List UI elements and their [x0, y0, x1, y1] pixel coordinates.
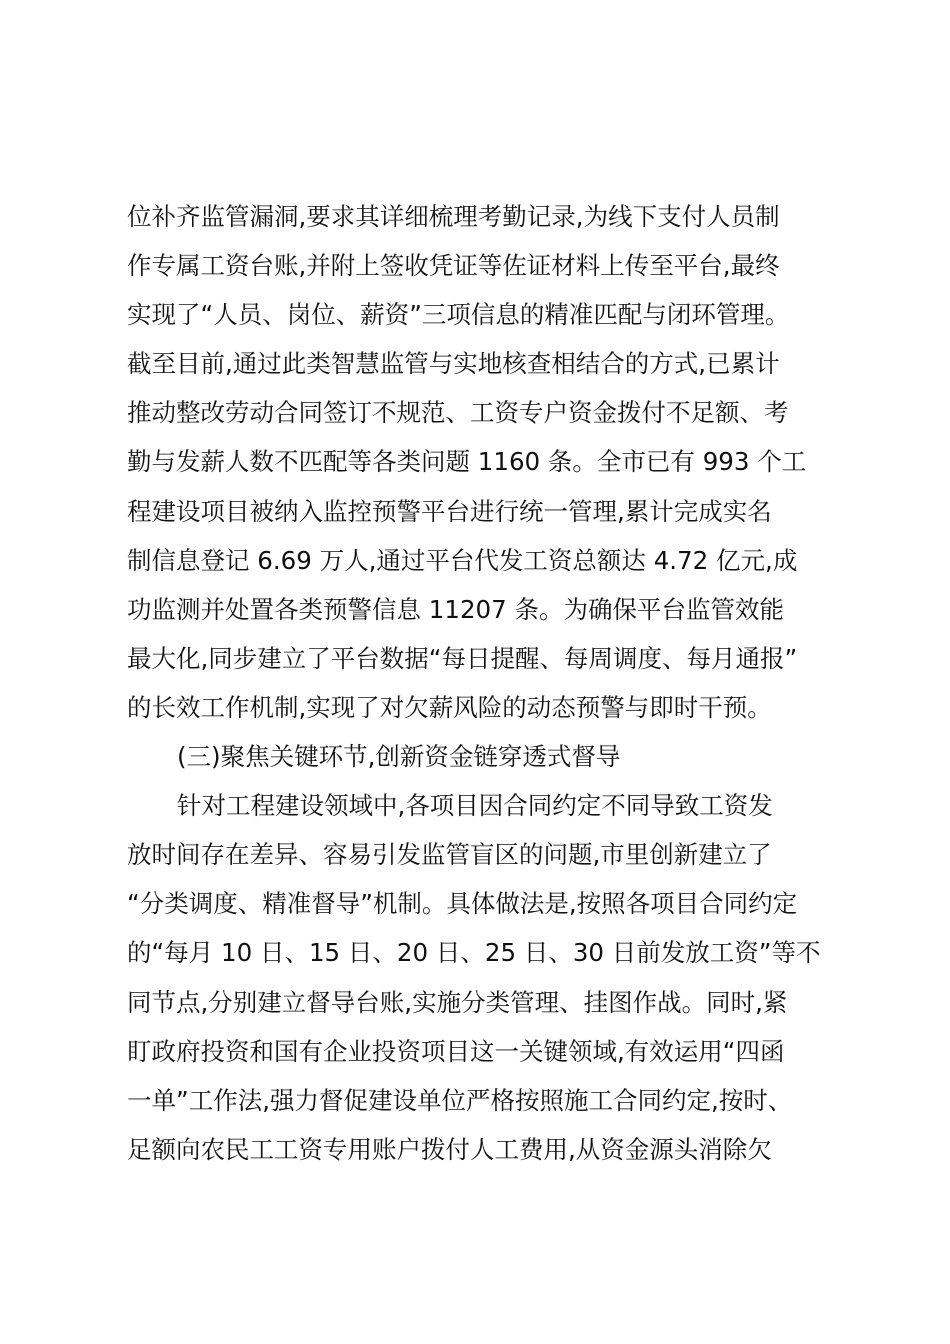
text-line: 盯政府投资和国有企业投资项目这一关键领域,有效运用“四函: [127, 1036, 785, 1066]
paragraph-2: [127, 781, 827, 1174]
paragraph-1: [127, 192, 827, 732]
text-line: 最大化,同步建立了平台数据“每日提醒、每周调度、每月通报”: [127, 643, 798, 673]
text-line: 程建设项目被纳入监控预警平台进行统一管理,累计完成实名: [127, 496, 772, 526]
text-line: 放时间存在差异、容易引发监管盲区的问题,市里创新建立了: [127, 840, 772, 870]
text-line: 的“每月 10 日、15 日、20 日、25 日、30 日前发放工资”等不: [127, 938, 821, 968]
text-line: 制信息登记 6.69 万人,通过平台代发工资总额达 4.72 亿元,成: [127, 545, 798, 575]
text-line: 截至目前,通过此类智慧监管与实地核查相结合的方式,已累计: [127, 349, 780, 379]
text-line: 的长效工作机制,实现了对欠薪风险的动态预警与即时干预。: [127, 692, 772, 722]
text-line: 位补齐监管漏洞,要求其详细梳理考勤记录,为线下支付人员制: [127, 202, 780, 231]
text-line: “分类调度、精准督导”机制。具体做法是,按照各项目合同约定: [127, 889, 798, 919]
text-line: 同节点,分别建立督导台账,实施分类管理、挂图作战。同时,紧: [127, 987, 788, 1017]
text-line: 针对工程建设领域中,各项目因合同约定不同导致工资发: [177, 791, 773, 821]
document-body: [127, 192, 827, 1174]
section-heading: (三)聚焦关键环节,创新资金链穿透式督导: [177, 742, 621, 772]
text-line: 功监测并处置各类预警信息 11207 条。为确保平台监管效能: [127, 594, 785, 624]
text-line: 实现了“人员、岗位、薪资”三项信息的精准匹配与闭环管理。: [127, 300, 790, 330]
text-line: 作专属工资台账,并附上签收凭证等佐证材料上传至平台,最终: [127, 251, 780, 281]
text-line: 勤与发薪人数不匹配等各类问题 1160 条。全市已有 993 个工: [127, 447, 807, 477]
text-line: 足额向农民工工资专用账户拨付人工费用,从资金源头消除欠: [127, 1134, 772, 1164]
text-line: 推动整改劳动合同签订不规范、工资专户资金拨付不足额、考: [127, 398, 789, 428]
text-line: 一单”工作法,强力督促建设单位严格按照施工合同约定,按时、: [127, 1085, 793, 1115]
